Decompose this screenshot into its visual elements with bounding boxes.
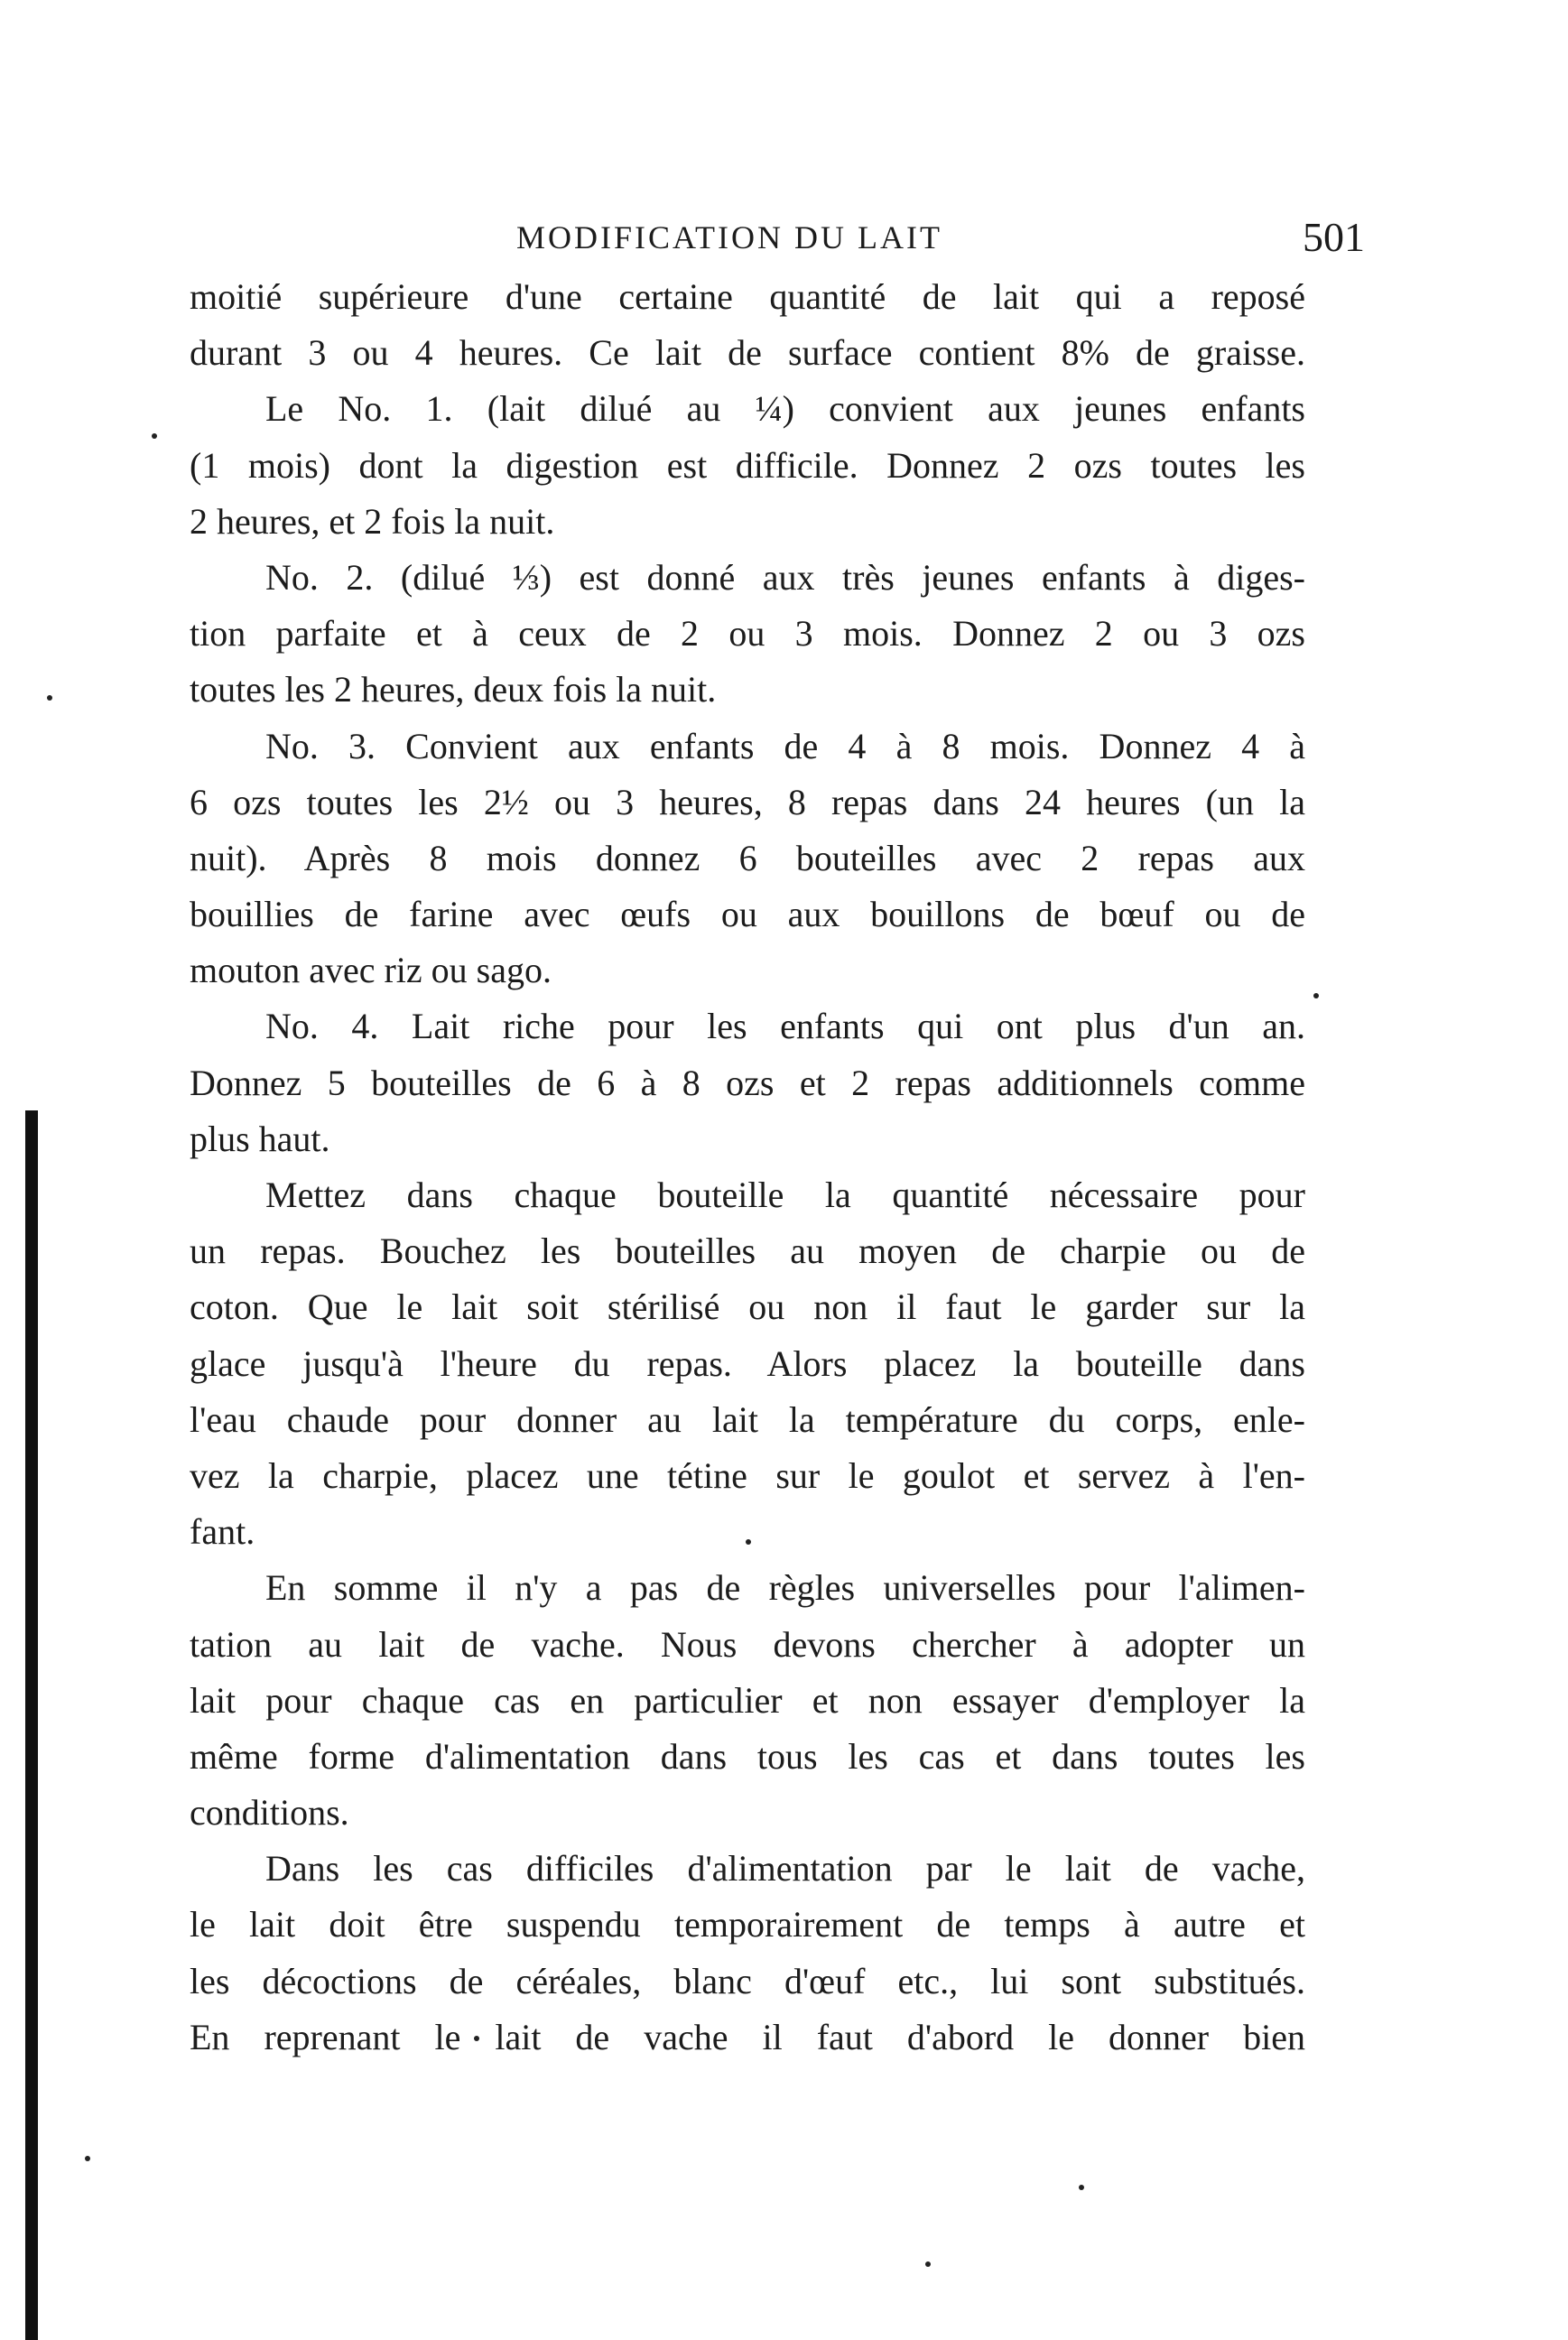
text-line: vez la charpie, placez une tétine sur le goulot et servez à l'en-	[190, 1454, 1305, 1496]
text-line: même forme d'alimentation dans tous les cas et dans toutes les	[190, 1735, 1305, 1777]
scan-speck	[1079, 2185, 1084, 2190]
scan-speck	[1313, 993, 1319, 998]
text-line: tion parfaite et à ceux de 2 ou 3 mois. Donnez 2 ou 3 ozs	[190, 613, 1305, 655]
text-line: No. 2. (dilué ⅓) est donné aux très jeunes enfants à diges-	[265, 556, 1305, 598]
text-line: les décoctions de céréales, blanc d'œuf etc., lui sont substitués.	[190, 1960, 1305, 2001]
text-line: mouton avec riz ou sago.	[190, 950, 552, 991]
text-line: le lait doit être suspendu temporairement de temps à autre et	[190, 1904, 1305, 1945]
text-line: bouillies de farine avec œufs ou aux bouillons de bœuf ou de	[190, 894, 1305, 935]
text-line: lait pour chaque cas en particulier et non essayer d'employer la	[190, 1679, 1305, 1721]
text-line: En reprenant le lait de vache il faut d'abord le donner bien	[190, 2016, 1305, 2057]
text-line: glace jusqu'à l'heure du repas. Alors placez la bouteille dans	[190, 1342, 1305, 1384]
text-line: nuit). Après 8 mois donnez 6 bouteilles avec 2 repas aux	[190, 837, 1305, 878]
body-text	[190, 269, 1305, 2066]
page-number: 501	[1303, 214, 1365, 260]
scan-speck	[85, 2156, 90, 2161]
text-line: No. 4. Lait riche pour les enfants qui ont plus d'un an.	[265, 1006, 1305, 1047]
text-line: Donnez 5 bouteilles de 6 à 8 ozs et 2 repas additionnels comme	[190, 1062, 1305, 1103]
text-line: durant 3 ou 4 heures. Ce lait de surface contient 8% de graisse.	[190, 332, 1305, 374]
text-line: plus haut.	[190, 1118, 330, 1159]
text-line: l'eau chaude pour donner au lait la température du corps, enle-	[190, 1398, 1305, 1440]
text-line: tation au lait de vache. Nous devons chercher à adopter un	[190, 1623, 1305, 1665]
text-line: toutes les 2 heures, deux fois la nuit.	[190, 669, 717, 710]
running-head	[516, 209, 1365, 264]
text-line: No. 3. Convient aux enfants de 4 à 8 mois. Donnez 4 à	[265, 725, 1305, 766]
scan-speck	[925, 2261, 931, 2267]
text-line: moitié supérieure d'une certaine quantité de lait qui a reposé	[190, 276, 1305, 317]
text-line: un repas. Bouchez les bouteilles au moyen de charpie ou de	[190, 1230, 1305, 1272]
binding-shadow	[25, 1110, 38, 2340]
text-line: coton. Que le lait soit stérilisé ou non il faut le garder sur la	[190, 1286, 1305, 1328]
text-line: En somme il n'y a pas de règles universelles pour l'alimen-	[265, 1567, 1305, 1609]
text-line: 6 ozs toutes les 2½ ou 3 heures, 8 repas dans 24 heures (un la	[190, 781, 1305, 822]
running-title: MODIFICATION DU LAIT	[516, 219, 942, 255]
text-line: 2 heures, et 2 fois la nuit.	[190, 500, 555, 542]
scan-speck	[152, 433, 157, 439]
text-line: (1 mois) dont la digestion est difficile. Donnez 2 ozs toutes les	[190, 444, 1305, 486]
text-line: Le No. 1. (lait dilué au ¼) convient aux jeunes enfants	[265, 388, 1305, 430]
text-line: fant.	[190, 1511, 255, 1553]
text-line: conditions.	[190, 1792, 349, 1834]
text-line: Dans les cas difficiles d'alimentation par le lait de vache,	[265, 1848, 1305, 1890]
scan-speck	[47, 695, 52, 701]
text-line: Mettez dans chaque bouteille la quantité nécessaire pour	[265, 1175, 1305, 1215]
